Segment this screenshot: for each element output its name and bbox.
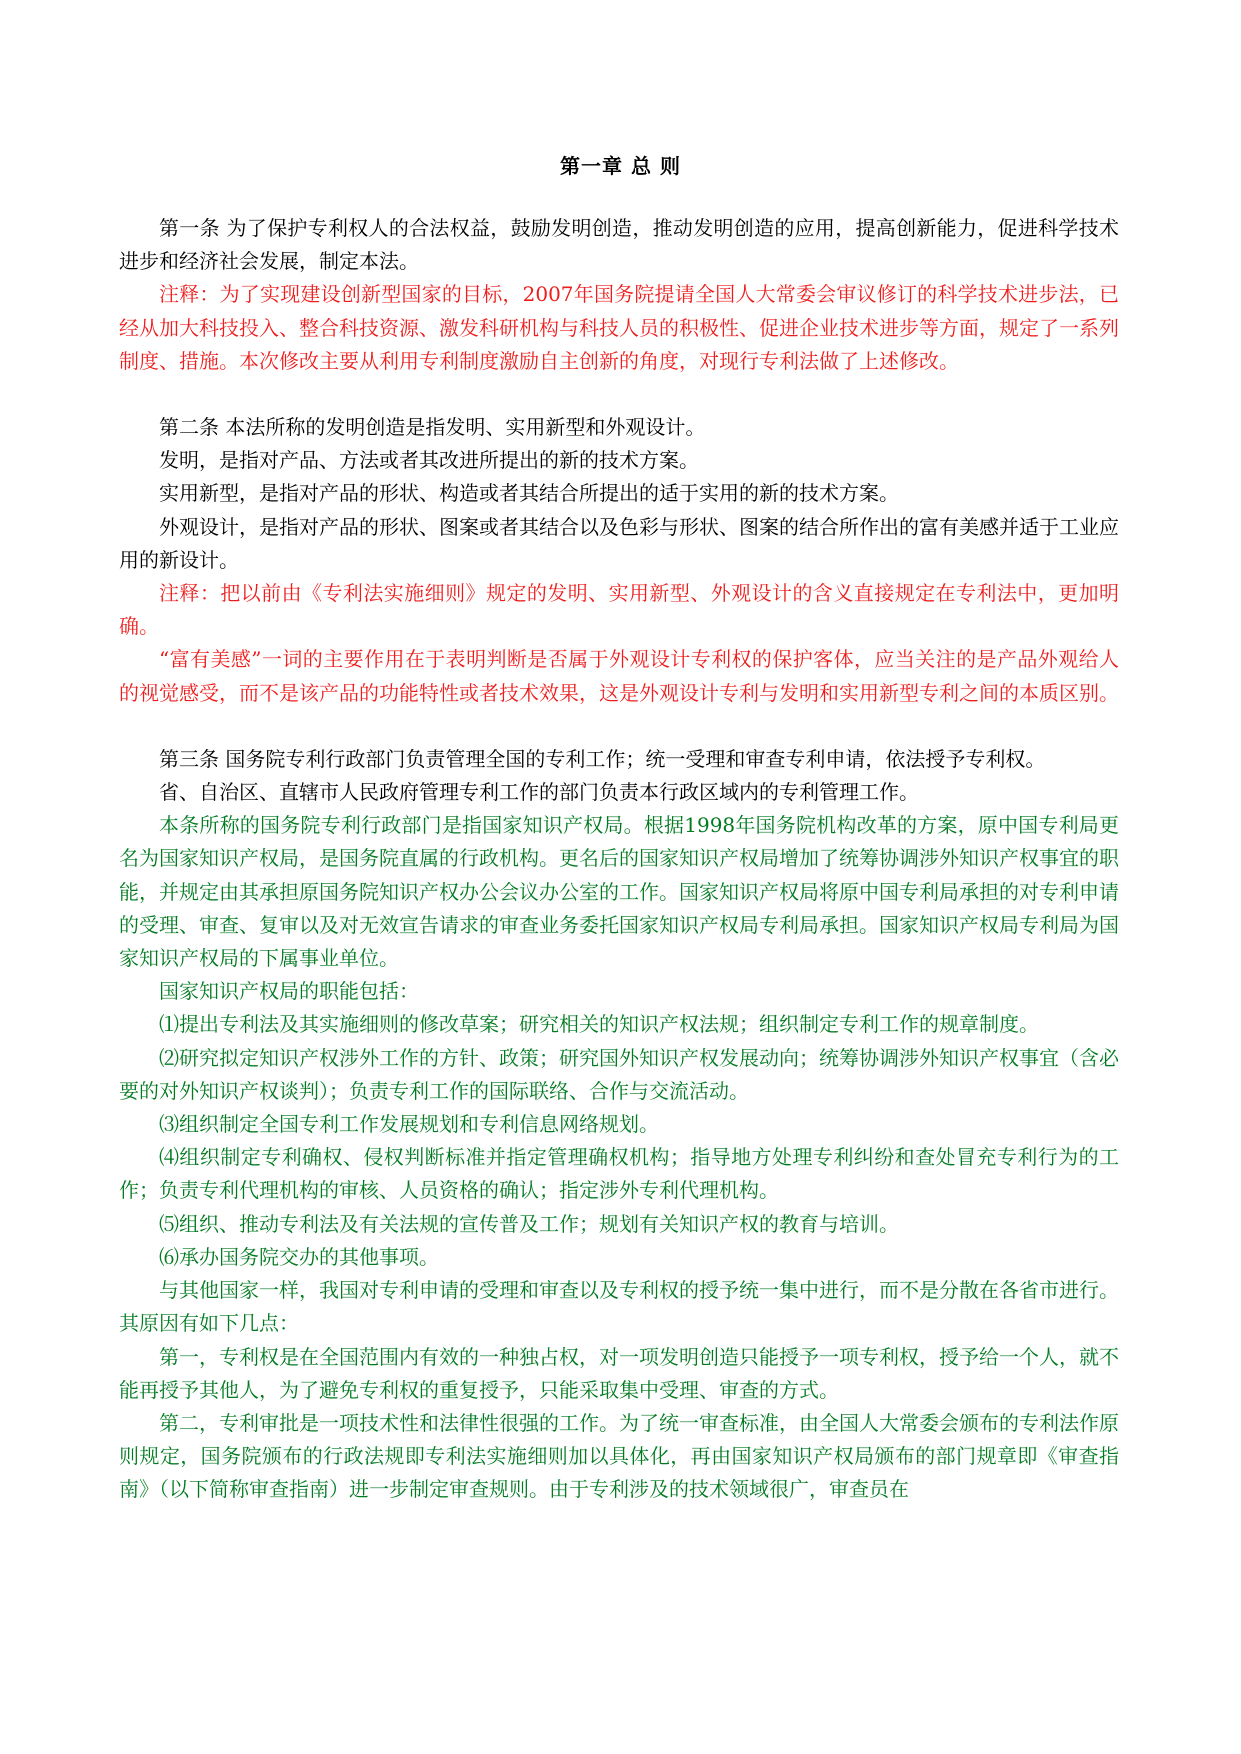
- paragraph-gap: [119, 378, 1119, 411]
- function-item: ⑷组织制定专利确权、侵权判断标准并指定管理确权机构；指导地方处理专利纠纷和查处冒充专利行为的工作；负责专利代理机构的审核、人员资格的确认；指定涉外专利代理机构。: [119, 1145, 1119, 1203]
- article-2-para-invention: 发明，是指对产品、方法或者其改进所提出的新的技术方案。: [159, 448, 699, 473]
- chapter-title: 第一章 总 则: [560, 154, 681, 178]
- article-2-note: 注释：把以前由《专利法实施细则》规定的发明、实用新型、外观设计的含义直接规定在专利法中，更加明确。: [119, 581, 1119, 639]
- function-item: ⑴提出专利法及其实施细则的修改草案；研究相关的知识产权法规；组织制定专利工作的规章制度。: [159, 1012, 1039, 1037]
- reason-item: 第一，专利权是在全国范围内有效的一种独占权，对一项发明创造只能授予一项专利权，授予给一个人，就不能再授予其他人，为了避免专利权的重复授予，只能采取集中受理、审查的方式。: [119, 1344, 1119, 1402]
- function-item: ⑵研究拟定知识产权涉外工作的方针、政策；研究国外知识产权发展动向；统筹协调涉外知识产权事宜（含必要的对外知识产权谈判）；负责专利工作的国际联络、合作与交流活动。: [119, 1045, 1119, 1103]
- function-item: ⑹承办国务院交办的其他事项。: [159, 1244, 439, 1269]
- article-1: 第一条 为了保护专利权人的合法权益，鼓励发明创造，推动发明创造的应用，提高创新能力，促进科学技术进步和经济社会发展，制定本法。: [119, 216, 1119, 274]
- article-3-centralization: 与其他国家一样，我国对专利申请的受理和审查以及专利权的授予统一集中进行，而不是分散在各省市进行。其原因有如下几点：: [119, 1278, 1119, 1336]
- function-item: ⑸组织、推动专利法及有关法规的宣传普及工作；规划有关知识产权的教育与培训。: [159, 1211, 899, 1236]
- article-3-para-local: 省、自治区、直辖市人民政府管理专利工作的部门负责本行政区域内的专利管理工作。: [159, 780, 919, 805]
- article-2: 第二条 本法所称的发明创造是指发明、实用新型和外观设计。: [159, 415, 706, 440]
- article-2-note-aesthetic: “富有美感”一词的主要作用在于表明判断是否属于外观设计专利权的保护客体，应当关注的是产品外观给人的视觉感受，而不是该产品的功能特性或者技术效果，这是外观设计专利与发明和实用新型专利之间的本质区别。: [119, 647, 1119, 705]
- document-body: [119, 212, 1119, 1507]
- article-3: 第三条 国务院专利行政部门负责管理全国的专利工作；统一受理和审查专利申请，依法授予专利权。: [159, 746, 1046, 771]
- article-1-note: 注释：为了实现建设创新型国家的目标，2007年国务院提请全国人大常委会审议修订的科学技术进步法，已经从加大科技投入、整合科技资源、激发科研机构与科技人员的积极性、促进企业技术进步等方面，规定了一系列制度、措施。本次修改主要从利用专利制度激励自主创新的角度，对现行专利法做了上述修改。: [119, 282, 1119, 373]
- article-3-functions-intro: 国家知识产权局的职能包括：: [159, 979, 419, 1004]
- article-2-para-design: 外观设计，是指对产品的形状、图案或者其结合以及色彩与形状、图案的结合所作出的富有美感并适于工业应用的新设计。: [119, 514, 1119, 572]
- paragraph-gap: [119, 710, 1119, 743]
- article-2-para-utility: 实用新型，是指对产品的形状、构造或者其结合所提出的适于实用的新的技术方案。: [159, 481, 899, 506]
- function-item: ⑶组织制定全国专利工作发展规划和专利信息网络规划。: [159, 1112, 659, 1137]
- reason-item: 第二，专利审批是一项技术性和法律性很强的工作。为了统一审查标准，由全国人大常委会颁布的专利法作原则规定，国务院颁布的行政法规即专利法实施细则加以具体化，再由国家知识产权局颁布的部门规章即《审查指南》（以下简称审查指南）进一步制定审查规则。由于专利涉及的技术领域很广，审查员在: [119, 1410, 1119, 1502]
- article-3-commentary: 本条所称的国务院专利行政部门是指国家知识产权局。根据1998年国务院机构改革的方案，原中国专利局更名为国家知识产权局，是国务院直属的行政机构。更名后的国家知识产权局增加了统筹协调涉外知识产权事宜的职能，并规定由其承担原国务院知识产权办公会议办公室的工作。国家知识产权局将原中国专利局承担的对专利申请的受理、审查、复审以及对无效宣告请求的审查业务委托国家知识产权局专利局承担。国家知识产权局专利局为国家知识产权局的下属事业单位。: [119, 813, 1119, 971]
